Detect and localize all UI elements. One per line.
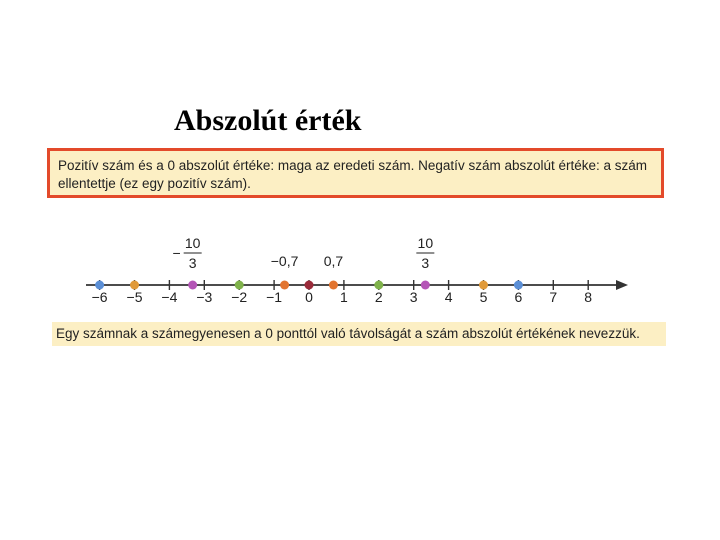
fraction-numerator: 10 (417, 235, 434, 251)
value-annotation: 0,7 (323, 253, 344, 269)
number-point (235, 281, 244, 290)
definition-box (47, 148, 664, 198)
number-line-arrow (616, 280, 628, 290)
number-point (421, 281, 430, 290)
tick-label: 3 (409, 289, 418, 305)
tick-label: −1 (266, 289, 283, 305)
footer-definition: Egy számnak a számegyenesen a 0 ponttól való távolságát a szám abszolút értékének nevezzük. (52, 322, 666, 346)
definition-line-2: ellentettje (ez egy pozitív szám). (58, 176, 251, 191)
number-point (329, 281, 338, 290)
number-point (374, 281, 383, 290)
tick-label: −4 (161, 289, 178, 305)
number-point (280, 281, 289, 290)
number-point (479, 281, 488, 290)
slide-title: Abszolút érték (174, 104, 362, 137)
tick-label: 2 (374, 289, 383, 305)
fraction-denominator: 3 (421, 255, 430, 271)
fraction-numerator: 10 (184, 235, 201, 251)
fraction-denominator: 3 (188, 255, 197, 271)
tick-label: 8 (584, 289, 593, 305)
tick-label: 0 (305, 289, 313, 305)
definition-line-1: Pozitív szám és a 0 abszolút értéke: maga az eredeti szám. Negatív szám abszolút értéke: a szám (58, 158, 648, 173)
tick-label: −2 (231, 289, 248, 305)
value-annotation: −0,7 (270, 253, 299, 269)
fraction-sign: − (172, 245, 181, 261)
number-point (514, 281, 523, 290)
tick-label: −3 (196, 289, 213, 305)
tick-label: −5 (126, 289, 143, 305)
number-point (188, 281, 197, 290)
number-line (0, 200, 720, 320)
number-point (95, 281, 104, 290)
number-point (130, 281, 139, 290)
tick-label: 1 (340, 289, 348, 305)
number-point (305, 281, 314, 290)
tick-label: 6 (514, 289, 523, 305)
tick-label: 7 (549, 289, 558, 305)
tick-label: 5 (479, 289, 488, 305)
tick-label: −6 (91, 289, 108, 305)
tick-label: 4 (444, 289, 453, 305)
